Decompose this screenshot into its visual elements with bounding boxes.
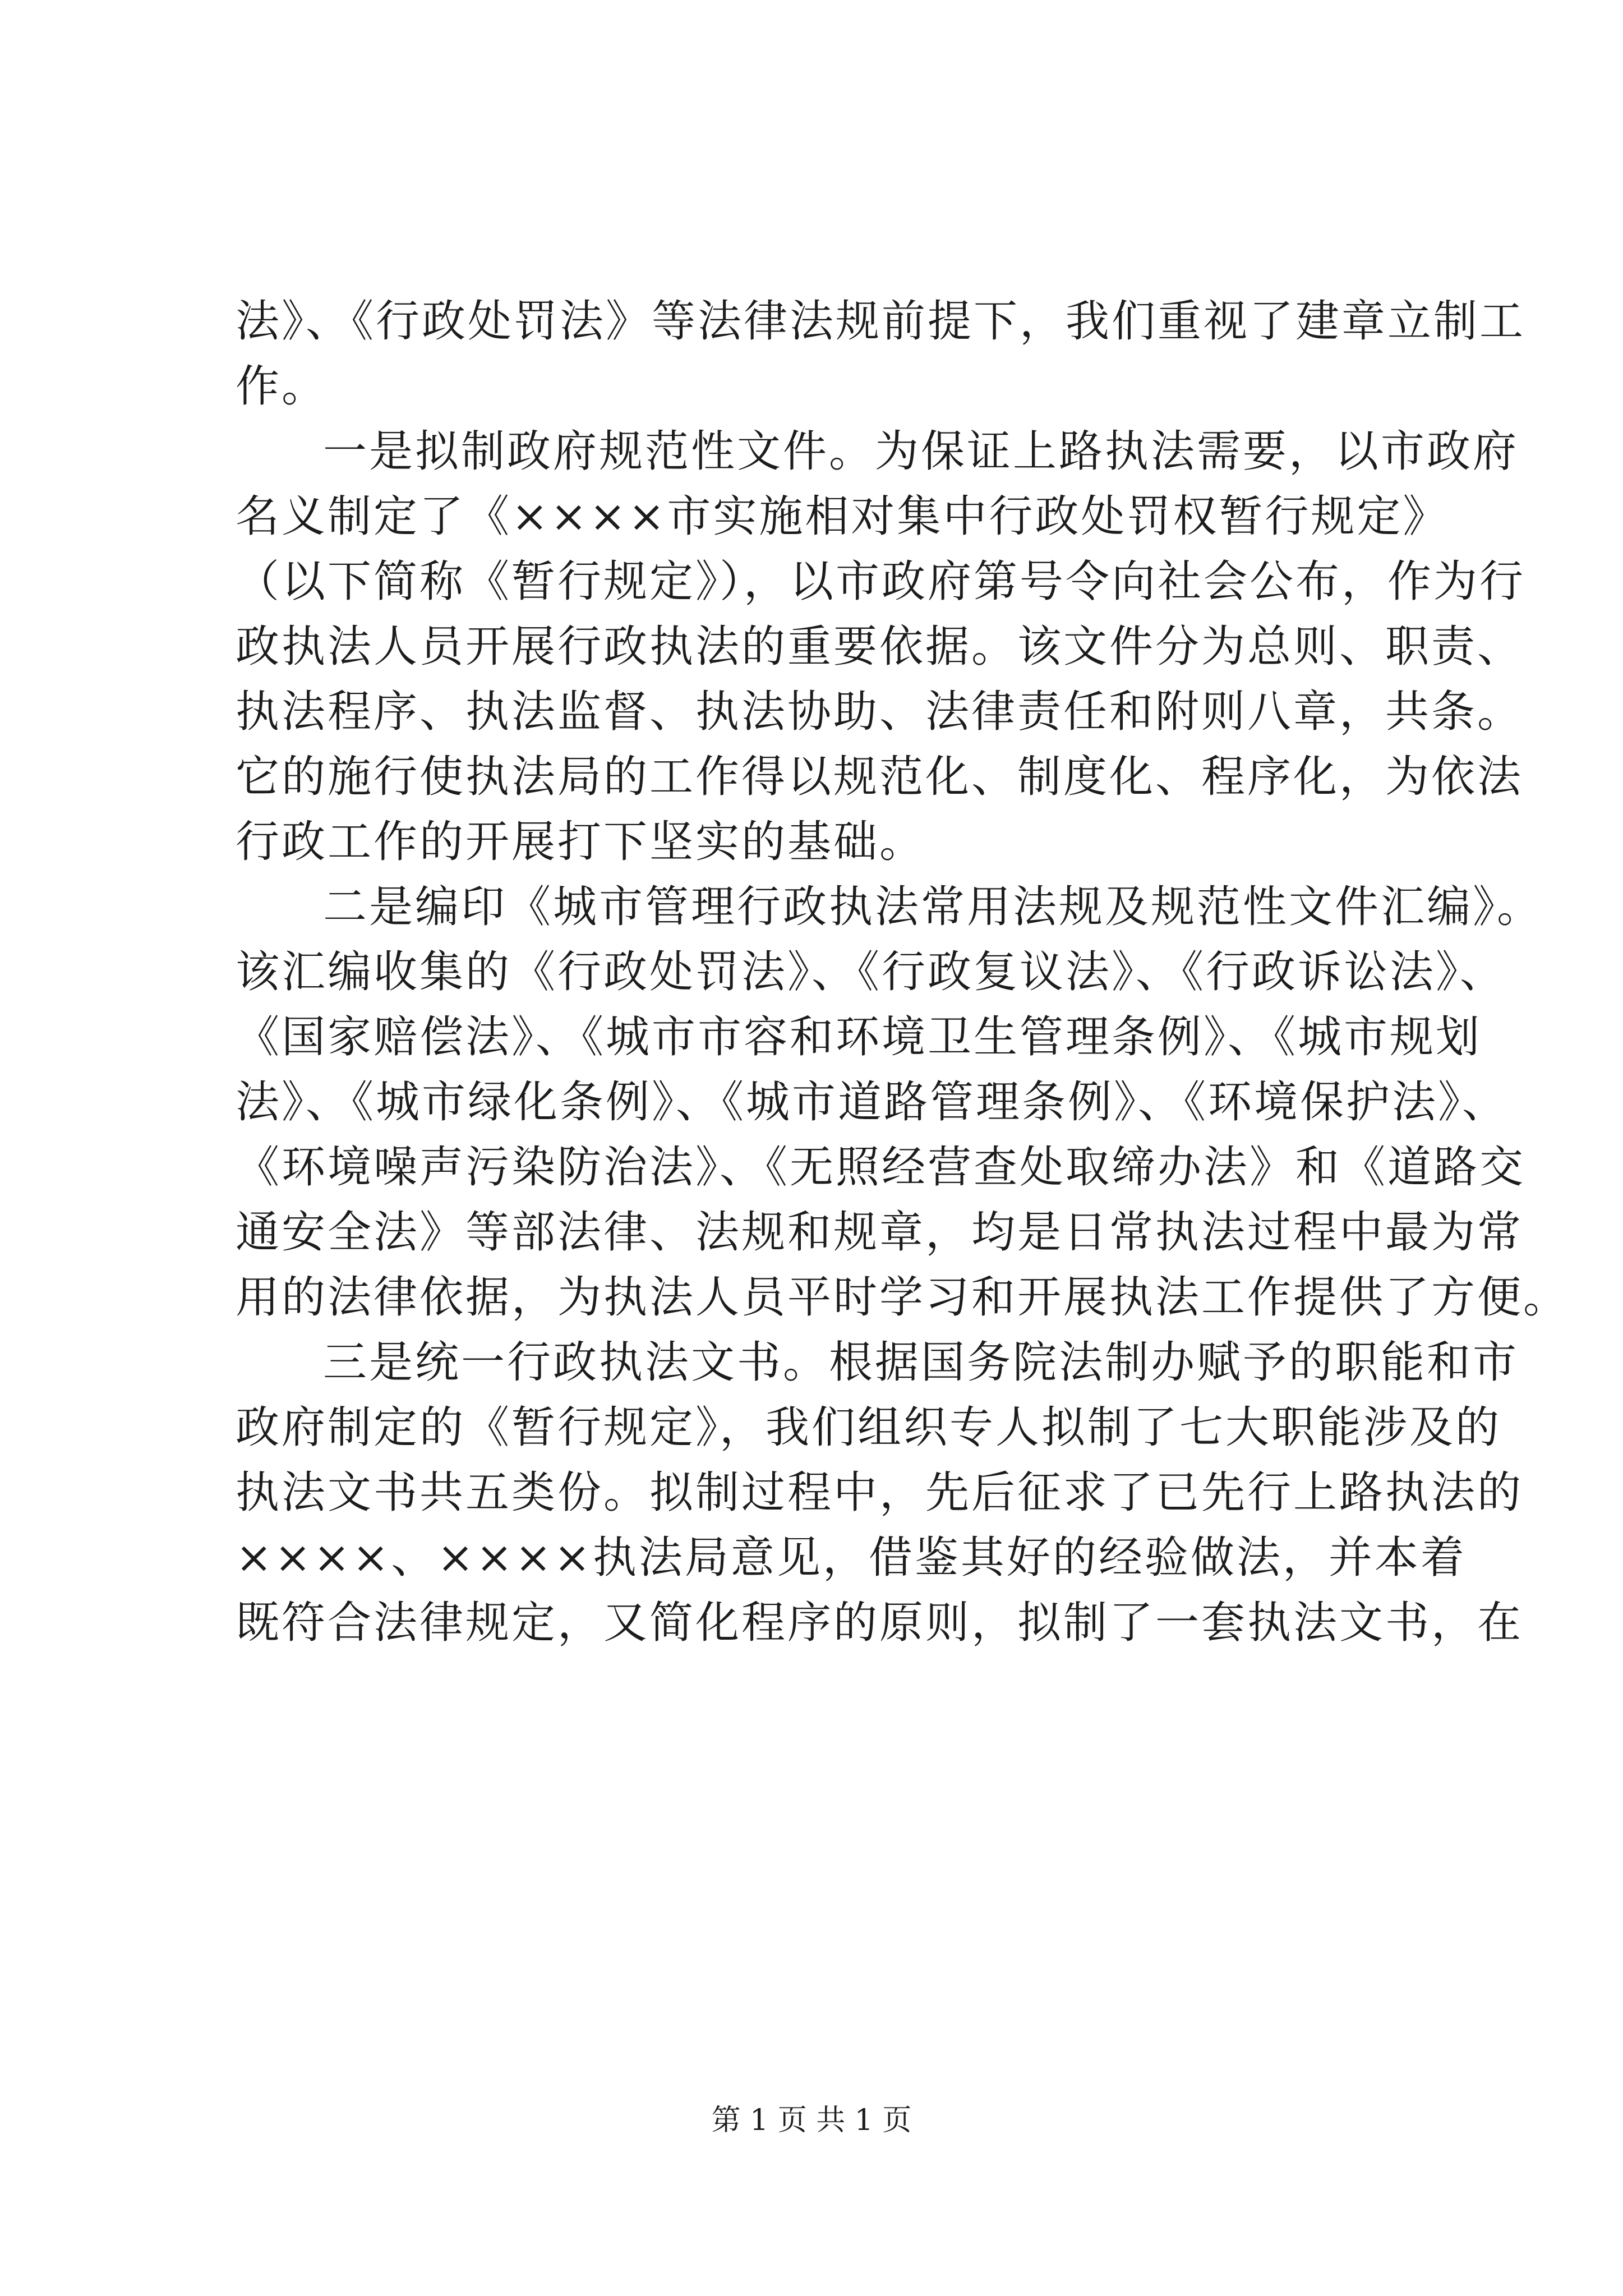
text-line: 二是编印《城市管理行政执法常用法规及规范性文件汇编》。	[323, 882, 1543, 932]
text-line: 政执法人员开展行政执法的重要依据。该文件分为总则、职责、	[236, 622, 1524, 672]
text-line: 执法文书共五类份。拟制过程中，先后征求了已先行上路执法的	[236, 1467, 1524, 1518]
text-line: 法》、《城市绿化条例》、《城市道路管理条例》、《环境保护法》、	[236, 1077, 1509, 1128]
text-line: ××××、××××执法局意见，借鉴其好的经验做法，并本着	[236, 1533, 1467, 1583]
text-line: 用的法律依据，为执法人员平时学习和开展执法工作提供了方便。	[236, 1272, 1570, 1323]
text-line: 一是拟制政府规范性文件。为保证上路执法需要，以市政府	[323, 426, 1519, 477]
text-line: 行政工作的开展打下坚实的基础。	[236, 817, 926, 867]
text-line: 执法程序、执法监督、执法协助、法律责任和附则八章，共条。	[236, 687, 1524, 737]
text-line: 三是统一行政执法文书。根据国务院法制办赋予的职能和市	[323, 1337, 1519, 1388]
text-line: 该汇编收集的《行政处罚法》、《行政复议法》、《行政诉讼法》、	[236, 947, 1506, 997]
text-line: （以下简称《暂行规定》），以市政府第号令向社会公布，作为行	[236, 556, 1526, 607]
text-line: 它的施行使执法局的工作得以规范化、制度化、程序化，为依法	[236, 752, 1524, 802]
document-body	[236, 289, 1570, 1655]
text-line: 通安全法》等部法律、法规和规章，均是日常执法过程中最为常	[236, 1207, 1524, 1258]
text-line: 作。	[236, 361, 328, 412]
text-line: 名义制定了《××××市实施相对集中行政处罚权暂行规定》	[236, 491, 1449, 542]
text-line: 政府制定的《暂行规定》，我们组织专人拟制了七大职能涉及的	[236, 1402, 1502, 1453]
text-line: 《环境噪声污染防治法》、《无照经营查处取缔办法》和《道路交	[236, 1142, 1526, 1193]
text-line: 既符合法律规定，又简化程序的原则，拟制了一套执法文书，在	[236, 1598, 1524, 1648]
page-footer: 第 1 页 共 1 页	[711, 2104, 912, 2137]
text-line: 法》、《行政处罚法》等法律法规前提下，我们重视了建章立制工	[236, 296, 1526, 347]
text-line: 《国家赔偿法》、《城市市容和环境卫生管理条例》、《城市规划	[236, 1012, 1482, 1062]
